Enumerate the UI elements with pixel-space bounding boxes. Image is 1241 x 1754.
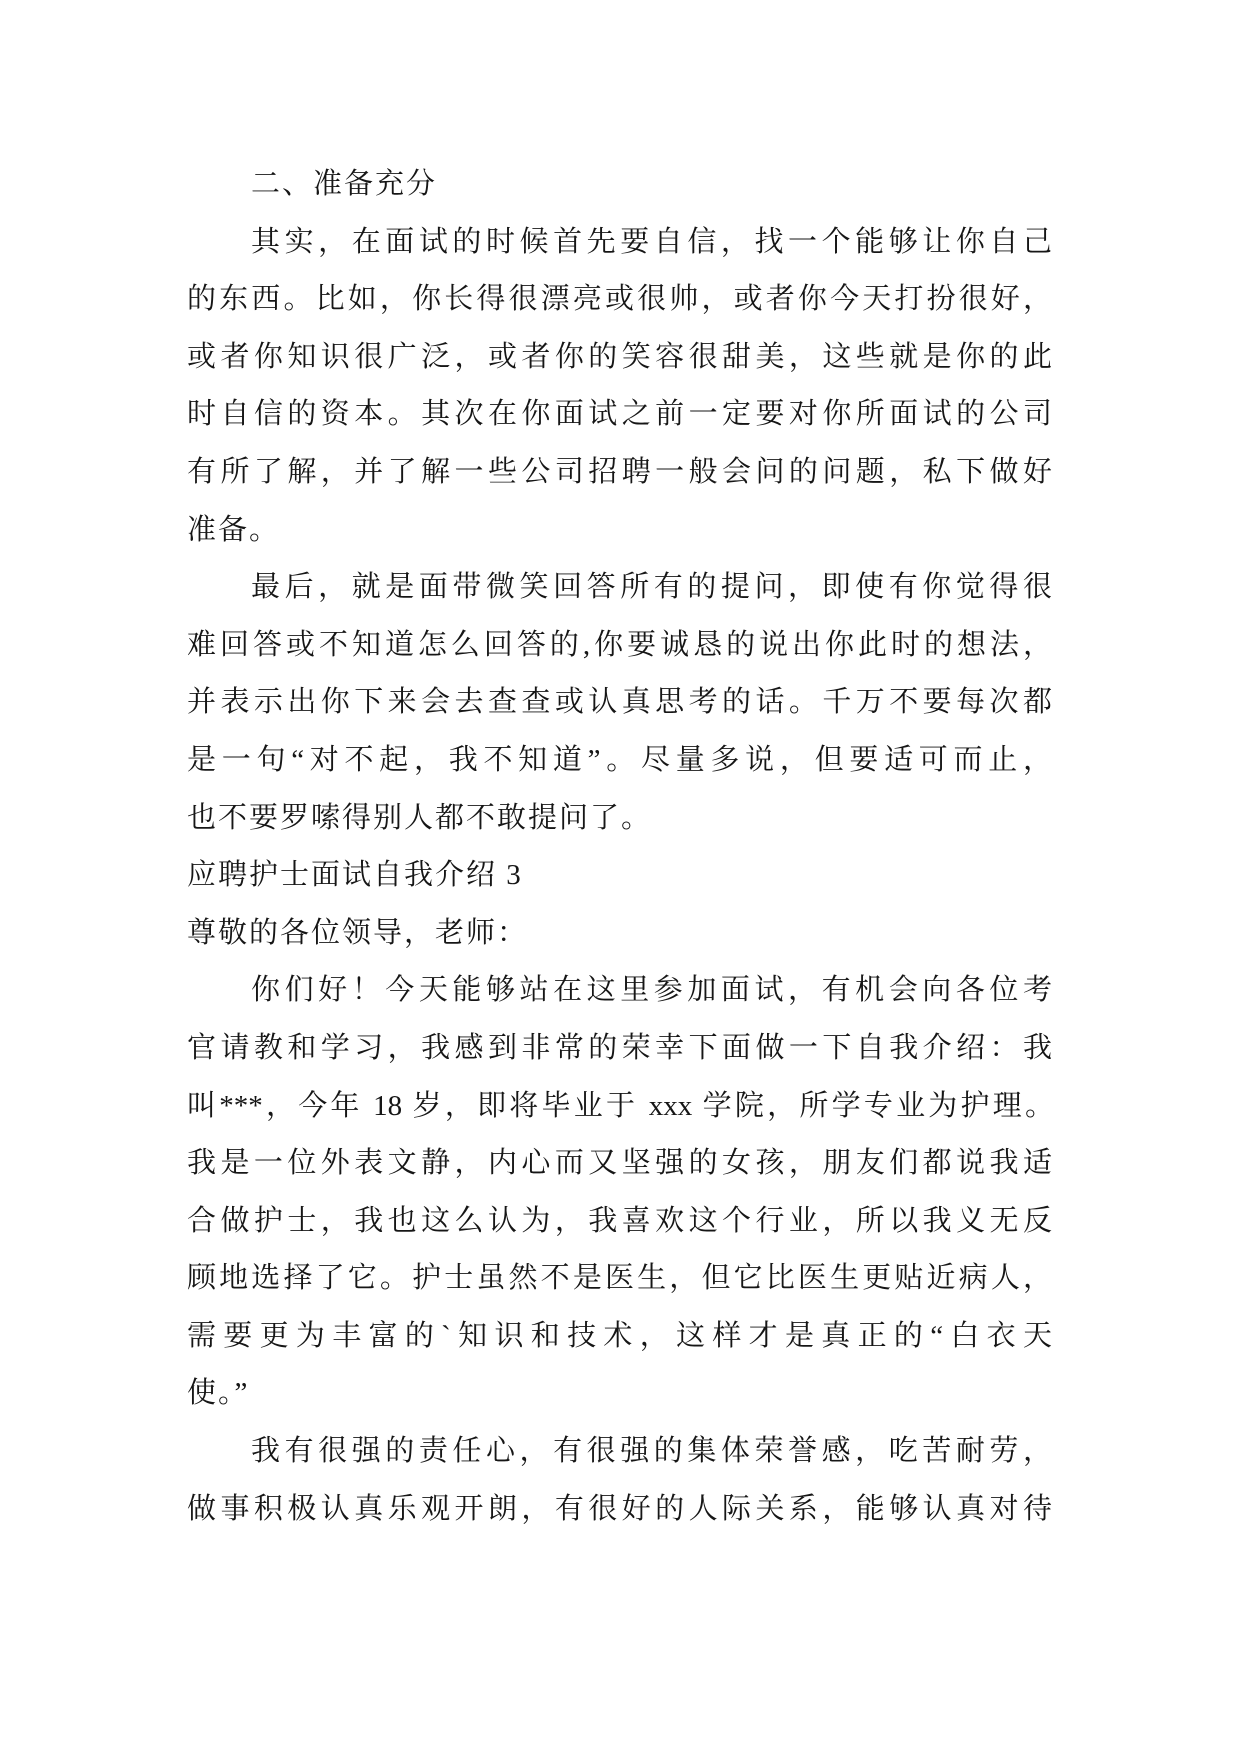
article-title: 应聘护士面试自我介绍 3 (187, 859, 523, 892)
section-heading: 二、准备充分 (251, 168, 438, 200)
text-line: 最后，就是面带微笑回答所有的提问，即使有你觉得很 (251, 571, 1054, 604)
text-line: 你们好！今天能够站在这里参加面试，有机会向各位考 (251, 974, 1054, 1007)
text-line: 需要更为丰富的`知识和技术，这样才是真正的“白衣天 (187, 1319, 1054, 1352)
text-line: 时自信的资本。其次在你面试之前一定要对你所面试的公司 (187, 398, 1054, 431)
text-line: 做事积极认真乐观开朗，有很好的人际关系，能够认真对待 (187, 1492, 1054, 1525)
text-line: 是一句“对不起，我不知道”。尽量多说，但要适可而止， (187, 743, 1054, 776)
text-line: 准备。 (187, 513, 281, 546)
text-line: 并表示出你下来会去查查或认真思考的话。千万不要每次都 (187, 686, 1054, 719)
text-line: 有所了解，并了解一些公司招聘一般会问的问题，私下做好 (187, 455, 1054, 488)
text-line: 或者你知识很广泛，或者你的笑容很甜美，这些就是你的此 (187, 340, 1054, 373)
text-line: 我有很强的责任心，有很强的集体荣誉感，吃苦耐劳， (251, 1435, 1054, 1468)
text-line: 难回答或不知道怎么回答的,你要诚恳的说出你此时的想法， (187, 628, 1054, 661)
text-line: 官请教和学习，我感到非常的荣幸下面做一下自我介绍：我 (187, 1031, 1054, 1064)
paragraph (187, 214, 1054, 560)
salutation: 尊敬的各位领导，老师： (187, 916, 529, 949)
document-body (187, 156, 1054, 1538)
paragraph (187, 1423, 1054, 1538)
text-line: 的东西。比如，你长得很漂亮或很帅，或者你今天打扮很好， (187, 283, 1054, 316)
text-line: 其实，在面试的时候首先要自信，找一个能够让你自己 (251, 225, 1054, 258)
text-line: 我是一位外表文静，内心而又坚强的女孩，朋友们都说我适 (187, 1147, 1054, 1180)
paragraph (187, 559, 1054, 847)
text-line: 使。” (187, 1377, 250, 1410)
text-line: 顾地选择了它。护士虽然不是医生，但它比医生更贴近病人， (187, 1262, 1054, 1295)
text-line: 合做护士，我也这么认为，我喜欢这个行业，所以我义无反 (187, 1204, 1054, 1237)
text-line: 也不要罗嗦得别人都不敢提问了。 (187, 801, 653, 834)
paragraph (187, 962, 1054, 1423)
text-line: 叫***，今年 18 岁，即将毕业于 xxx 学院，所学专业为护理。 (187, 1089, 1054, 1122)
